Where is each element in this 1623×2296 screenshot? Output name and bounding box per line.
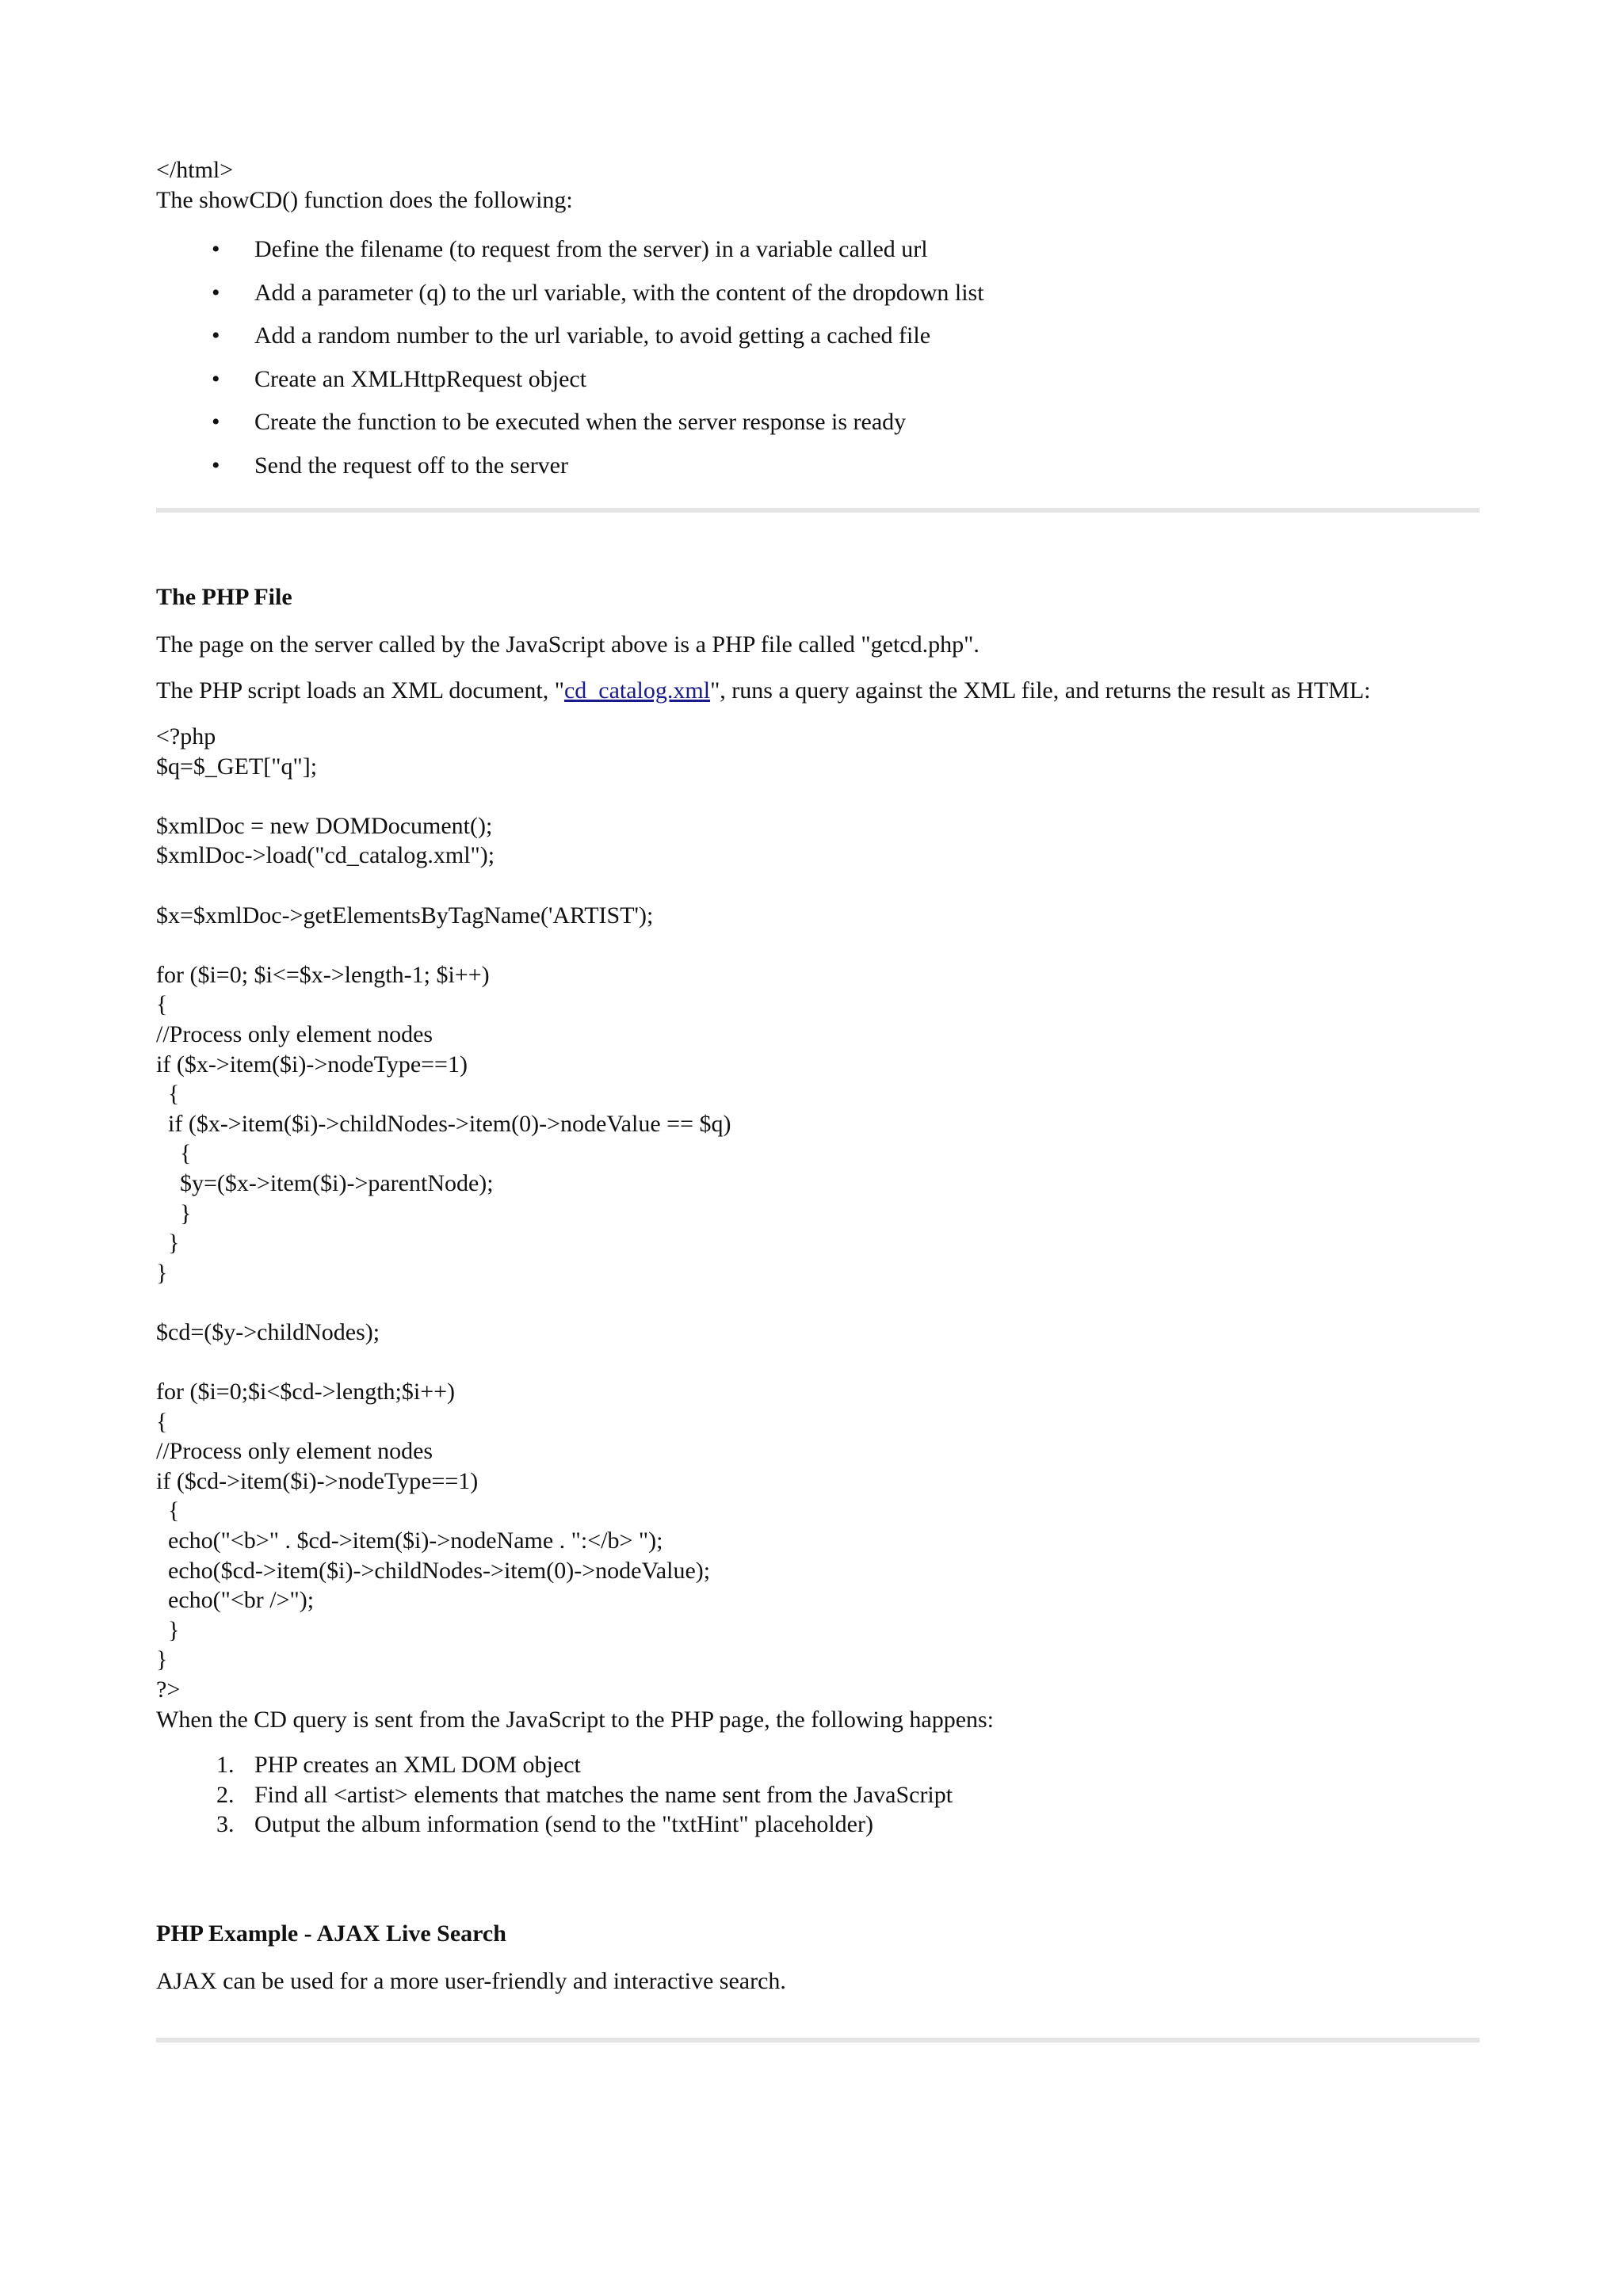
code-line: if ($x->item($i)->nodeType==1) [156, 1051, 468, 1077]
code-line: } [156, 1230, 180, 1257]
list-item: • Create an XMLHttpRequest object [156, 364, 1480, 408]
step-number: 2. [216, 1781, 235, 1808]
code-line: if ($x->item($i)->childNodes->item(0)->nodeValue == $q) [156, 1110, 731, 1137]
code-line: } [156, 1199, 192, 1226]
code-line: echo("<br />"); [156, 1587, 315, 1614]
code-line: { [156, 991, 168, 1018]
code-line: ?> [156, 1676, 181, 1703]
code-line: } [156, 1646, 168, 1673]
showcd-steps-list [156, 235, 1480, 494]
code-line: { [156, 1140, 192, 1167]
list-item: 1. PHP creates an XML DOM object [156, 1750, 1480, 1780]
code-line [156, 1347, 1480, 1377]
php-file-heading: The PHP File [156, 584, 292, 610]
php-script-description: The PHP script loads an XML document, "cd_catalog.xml", runs a query against the XML file, and returns the result as HTML: [156, 677, 1371, 704]
code-line: $cd=($y->childNodes); [156, 1318, 380, 1345]
code-line: //Process only element nodes [156, 1020, 433, 1047]
code-line: } [156, 1616, 180, 1643]
code-line [156, 1287, 1480, 1318]
bullet-icon: • [212, 279, 220, 306]
live-search-description: AJAX can be used for a more user-friendly and interactive search. [156, 1967, 786, 1994]
code-line [156, 871, 1480, 901]
code-line: { [156, 1081, 180, 1108]
php-steps-list [156, 1750, 1480, 1840]
list-item: • Add a random number to the url variable, to avoid getting a cached file [156, 321, 1480, 364]
code-line: $xmlDoc = new DOMDocument(); [156, 812, 493, 839]
cd-catalog-link[interactable]: cd_catalog.xml [563, 677, 711, 704]
php-file-description: The page on the server called by the JavaScript above is a PHP file called "getcd.php". [156, 631, 980, 658]
code-line: <?php [156, 723, 216, 749]
list-item: • Define the filename (to request from the server) in a variable called url [156, 235, 1480, 278]
code-line: $y=($x->item($i)->parentNode); [156, 1169, 494, 1196]
code-line: //Process only element nodes [156, 1438, 433, 1465]
code-line: } [156, 1259, 168, 1286]
bullet-icon: • [212, 236, 220, 262]
list-item: • Add a parameter (q) to the url variable, with the content of the dropdown list [156, 278, 1480, 322]
list-item: 2. Find all <artist> elements that matches the name sent from the JavaScript [156, 1780, 1480, 1810]
php-code-block [156, 722, 1480, 1734]
closing-html-tag: </html> [156, 157, 234, 183]
horizontal-divider [156, 2038, 1480, 2042]
code-line: echo("<b>" . $cd->item($i)->nodeName . ":</b> "); [156, 1527, 663, 1554]
code-line: $q=$_GET["q"]; [156, 753, 318, 780]
list-item: 3. Output the album information (send to the "txtHint" placeholder) [156, 1810, 1480, 1840]
bullet-icon: • [212, 365, 220, 392]
list-item: • Send the request off to the server [156, 451, 1480, 494]
bullet-icon: • [212, 452, 220, 479]
code-line: $xmlDoc->load("cd_catalog.xml"); [156, 842, 495, 869]
document-page [156, 155, 1480, 2042]
code-line [156, 781, 1480, 811]
code-line: for ($i=0;$i<$cd->length;$i++) [156, 1379, 456, 1405]
code-line: $x=$xmlDoc->getElementsByTagName('ARTIST'); [156, 902, 654, 929]
step-number: 3. [216, 1811, 235, 1838]
bullet-icon: • [212, 409, 220, 435]
showcd-intro: The showCD() function does the following: [156, 187, 573, 213]
list-item: • Create the function to be executed when the server response is ready [156, 407, 1480, 451]
code-line: echo($cd->item($i)->childNodes->item(0)->nodeValue); [156, 1557, 711, 1584]
bullet-icon: • [212, 322, 220, 349]
horizontal-divider [156, 508, 1480, 513]
code-line [156, 930, 1480, 960]
code-line: { [156, 1408, 168, 1435]
cd-query-intro: When the CD query is sent from the JavaScript to the PHP page, the following happens: [156, 1706, 995, 1733]
code-line: for ($i=0; $i<=$x->length-1; $i++) [156, 961, 490, 988]
live-search-heading: PHP Example - AJAX Live Search [156, 1920, 506, 1947]
step-number: 1. [216, 1752, 235, 1779]
code-line: if ($cd->item($i)->nodeType==1) [156, 1467, 479, 1494]
code-line: { [156, 1497, 180, 1524]
